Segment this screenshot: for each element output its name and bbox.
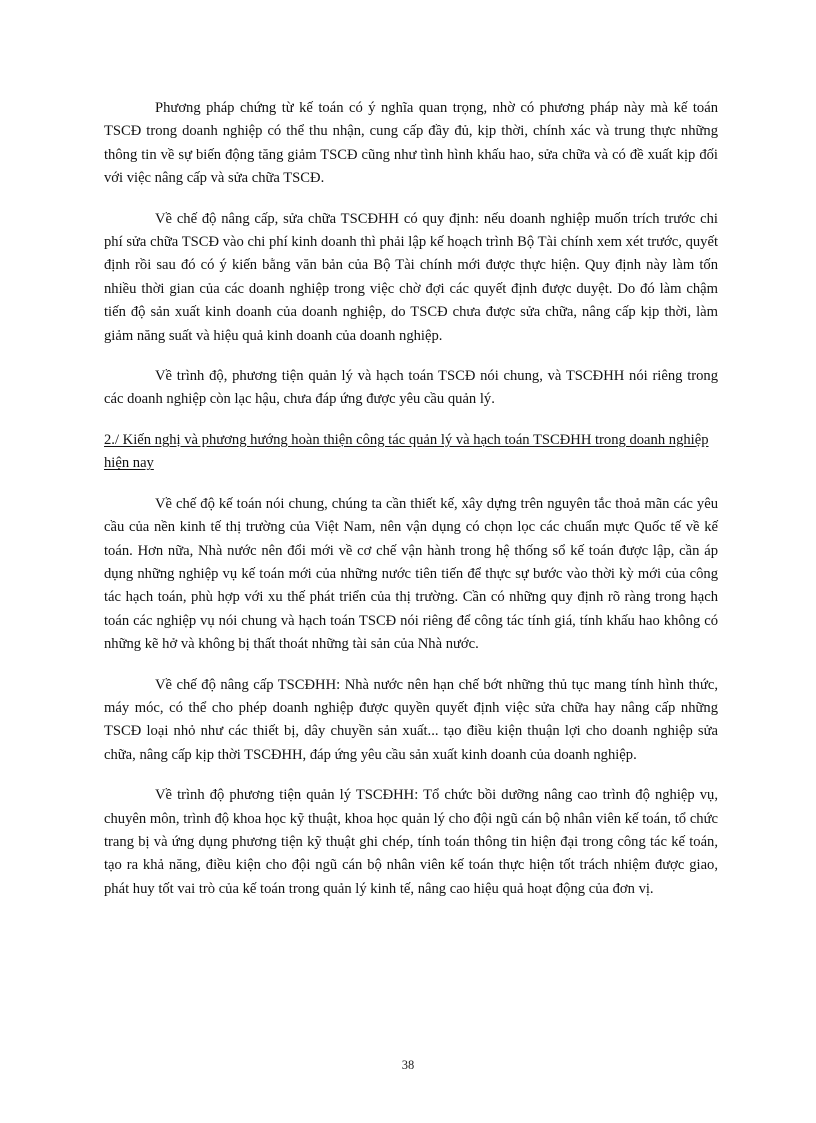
page-body xyxy=(104,97,718,918)
paragraph-che-do-ke-toan: Về chế độ kế toán nói chung, chúng ta cần thiết kế, xây dựng trên nguyên tắc thoả mãn các yêu cầu của nền kinh tế thị trường của Việt Nam, nên vận dụng có chọn lọc các chuẩn mực Quốc tế về kế toán. Hơn nữa, Nhà nước nên đổi mới về cơ chế vận hành trong hệ thống sổ kế toán được lập, cần áp dụng những nghiệp vụ kế toán mới của những nước tiên tiến để thực sự bước vào thời kỳ mới của công tác hạch toán, phù hợp với xu thế phát triển của thị trường. Cần có những quy định rõ ràng trong hạch toán các nghiệp vụ nói chung và hạch toán TSCĐ nói riêng để công tác tính giá, tính khấu hao không có những kẽ hở và không bị thất thoát những tài sản của Nhà nước. xyxy=(104,495,718,653)
paragraph-phuong-tien-quan-ly: Về trình độ phương tiện quản lý TSCĐHH: Tổ chức bồi dưỡng nâng cao trình độ nghiệp vụ, chuyên môn, trình độ khoa học kỹ thuật, khoa học quản lý cho đội ngũ cán bộ nhân viên kế toán, tổ chức trang bị và ứng dụng phương tiện kỹ thuật ghi chép, tính toán thông tin hiện đại trong công tác kế toán, tạo ra khả năng, điều kiện cho đội ngũ cán bộ nhân viên kế toán thực hiện tốt trách nhiệm được giao, phát huy tốt vai trò của kế toán trong quản lý kinh tế, nâng cao hiệu quả hoạt động của đơn vị. xyxy=(104,787,718,897)
page-number: 38 xyxy=(401,1058,415,1072)
section-heading: 2./ Kiến nghị và phương hướng hoàn thiện công tác quản lý và hạch toán TSCĐHH trong doanh nghiệp hiện nay xyxy=(104,431,709,472)
paragraph-che-do-nang-cap: Về chế độ nâng cấp, sửa chữa TSCĐHH có quy định: nếu doanh nghiệp muốn trích trước chi phí sửa chữa TSCĐ vào chi phí kinh doanh thì phải lập kế hoạch trình Bộ Tài chính xem xét trước, quyết định rồi sau đó có ý kiến bằng văn bản của Bộ Tài chính mới được thực hiện. Quy định này làm tốn nhiều thời gian của các doanh nghiệp trong việc chờ đợi các quyết định được duyệt. Do đó làm chậm tiến độ sản xuất kinh doanh của doanh nghiệp, do TSCĐ chưa được sửa chữa, nâng cấp kịp thời, làm giảm năng suất và hiệu quả kinh doanh của doanh nghiệp. xyxy=(104,210,718,344)
paragraph-chung-tu: Phương pháp chứng từ kế toán có ý nghĩa quan trọng, nhờ có phương pháp này mà kế toán TSCĐ trong doanh nghiệp có thể thu nhận, cung cấp đầy đủ, kịp thời, chính xác và trung thực những thông tin về sự biến động tăng giảm TSCĐ cũng như tình hình khấu hao, sửa chữa và có đề xuất kịp đối với việc nâng cấp và sửa chữa TSCĐ. xyxy=(104,100,718,187)
paragraph-trinh-do: Về trình độ, phương tiện quản lý và hạch toán TSCĐ nói chung, và TSCĐHH nói riêng trong các doanh nghiệp còn lạc hậu, chưa đáp ứng được yêu cầu quản lý. xyxy=(104,368,718,408)
paragraph-nang-cap-tscdhh: Về chế độ nâng cấp TSCĐHH: Nhà nước nên hạn chế bớt những thủ tục mang tính hình thức, máy móc, có thể cho phép doanh nghiệp được quyền quyết định việc sửa chữa hay nâng cấp những TSCĐ loại nhỏ như các thiết bị, dây chuyền sản xuất... tạo điều kiện thuận lợi cho doanh nghiệp sửa chữa, nâng cấp kịp thời TSCĐHH, đáp ứng yêu cầu sản xuất kinh doanh của doanh nghiệp. xyxy=(104,676,718,763)
